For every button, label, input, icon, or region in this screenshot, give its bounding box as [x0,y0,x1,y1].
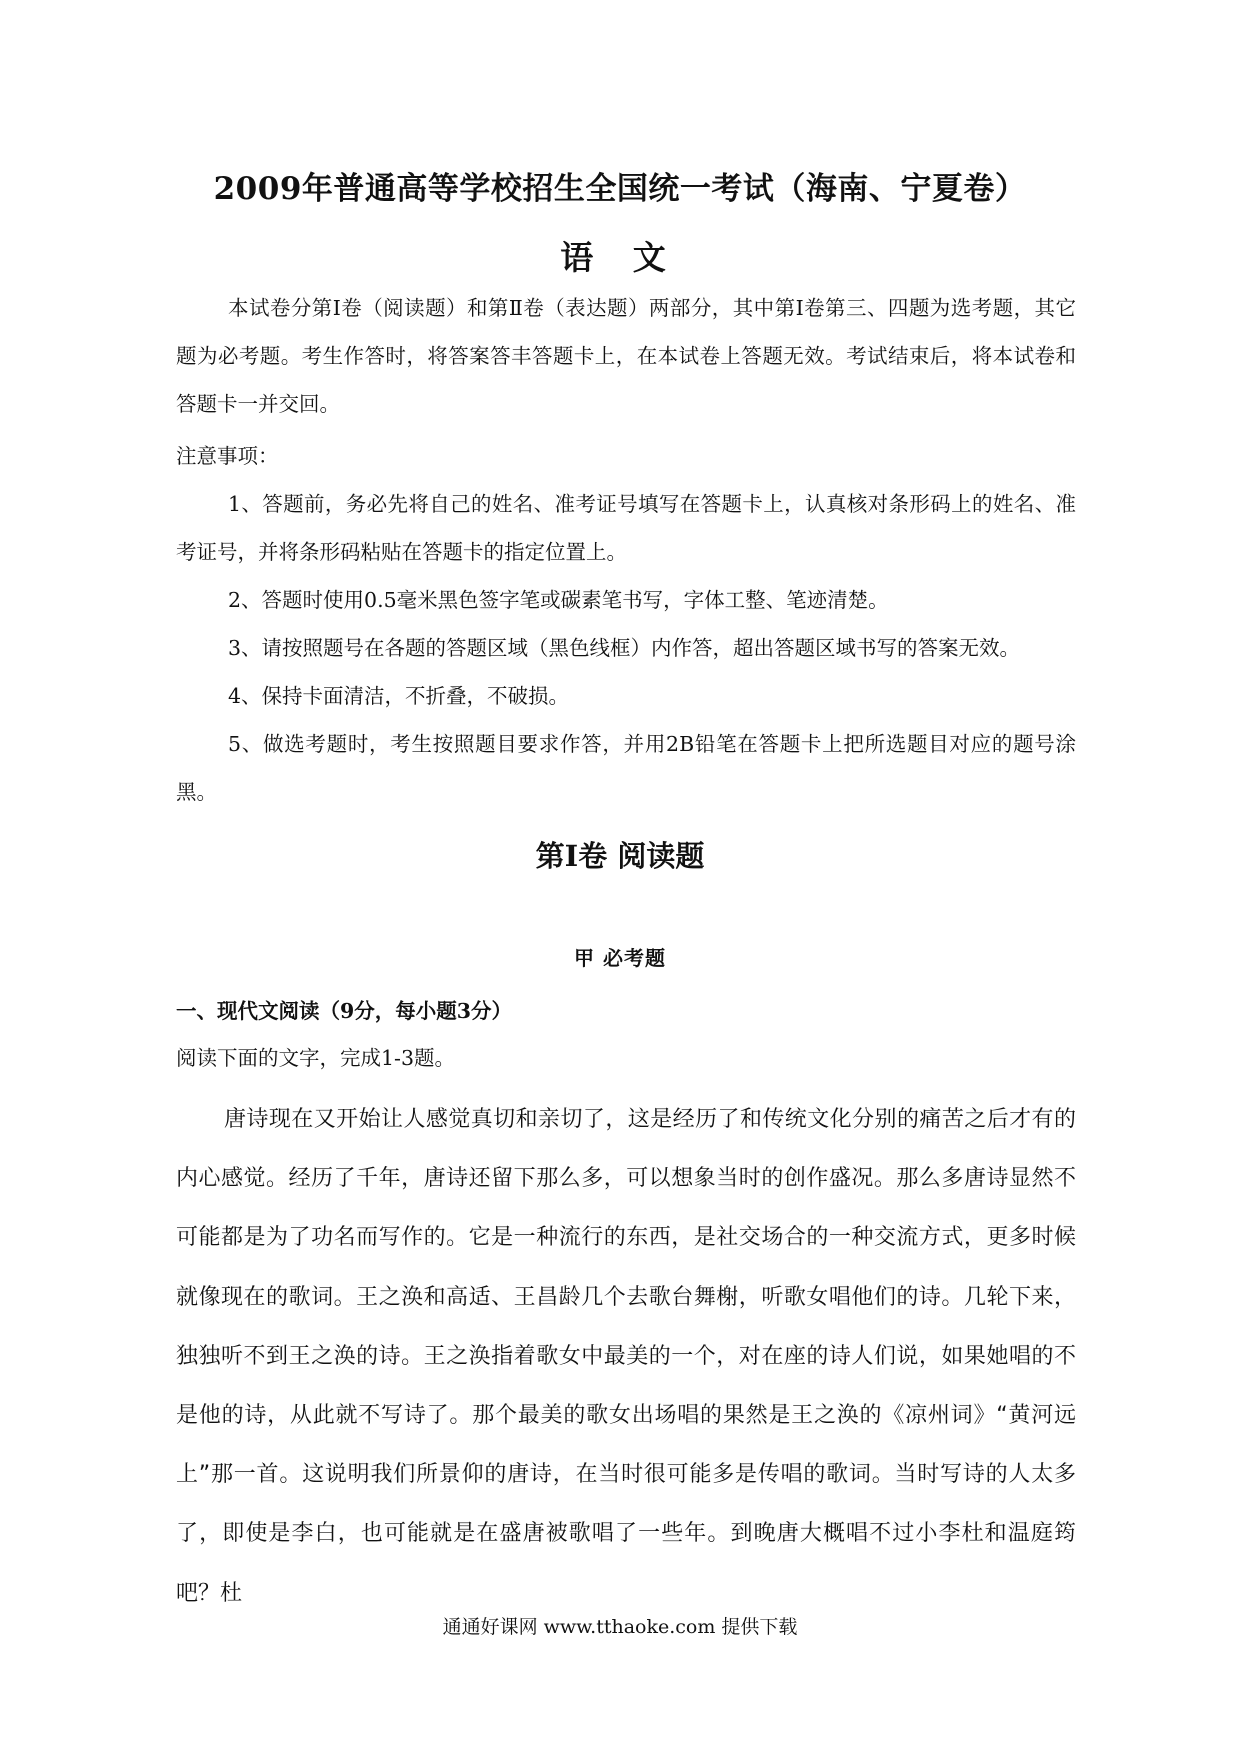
intro-paragraph [176,284,1076,428]
question-instruction: 阅读下面的文字，完成1-3题。 [176,1046,456,1070]
notice-item: 2、答题时使用0.5毫米黑色签字笔或碳素笔书写，字体工整、笔迹清楚。 [228,588,889,612]
exam-title: 2009年普通高等学校招生全国统一考试（海南、宁夏卷） [213,171,1027,207]
question-heading: 一、现代文阅读（9分，每小题3分） [176,999,513,1023]
notice-item: 1、答题前，务必先将自己的姓名、准考证号填写在答题卡上，认真核对条形码上的姓名、准考证号，并将条形码粘贴在答题卡的指定位置上。 [176,492,1076,564]
notice-item: 4、保持卡面清洁，不折叠，不破损。 [228,684,570,708]
notice-heading: 注意事项： [176,444,279,468]
reading-passage [176,1090,1076,1623]
sub-heading: 甲 必考题 [574,946,666,970]
page-footer: 通通好课网 www.tthaoke.com 提供下载 [442,1616,798,1638]
notice-item: 3、请按照题号在各题的答题区域（黑色线框）内作答，超出答题区域书写的答案无效。 [228,636,1021,660]
notice-list [176,480,1076,816]
section-title: 第Ⅰ卷 阅读题 [535,839,705,873]
notice-item: 5、做选考题时，考生按照题目要求作答，并用2B铅笔在答题卡上把所选题目对应的题号涂黑。 [176,732,1076,804]
subject-title: 语 文 [560,238,680,277]
passage-text: 唐诗现在又开始让人感觉真切和亲切了，这是经历了和传统文化分别的痛苦之后才有的内心感觉。经历了千年，唐诗还留下那么多，可以想象当时的创作盛况。那么多唐诗显然不可能都是为了功名而写作的。它是一种流行的东西，是社交场合的一种交流方式，更多时候就像现在的歌词。王之涣和高适、王昌龄几个去歌台舞榭，听歌女唱他们的诗。几轮下来，独独听不到王之涣的诗。王之涣指着歌女中最美的一个，对在座的诗人们说，如果她唱的不是他的诗，从此就不写诗了。那个最美的歌女出场唱的果然是王之涣的《凉州词》“黄河远上”那一首。这说明我们所景仰的唐诗，在当时很可能多是传唱的歌词。当时写诗的人太多了，即使是李白，也可能就是在盛唐被歌唱了一些年。到晚唐大概唱不过小李杜和温庭筠吧？杜 [176,1107,1076,1606]
intro-text: 本试卷分第Ⅰ卷（阅读题）和第Ⅱ卷（表达题）两部分，其中第Ⅰ卷第三、四题为选考题，其它题为必考题。考生作答时，将答案答丰答题卡上，在本试卷上答题无效。考试结束后，将本试卷和答题卡一并交回。 [176,296,1076,416]
